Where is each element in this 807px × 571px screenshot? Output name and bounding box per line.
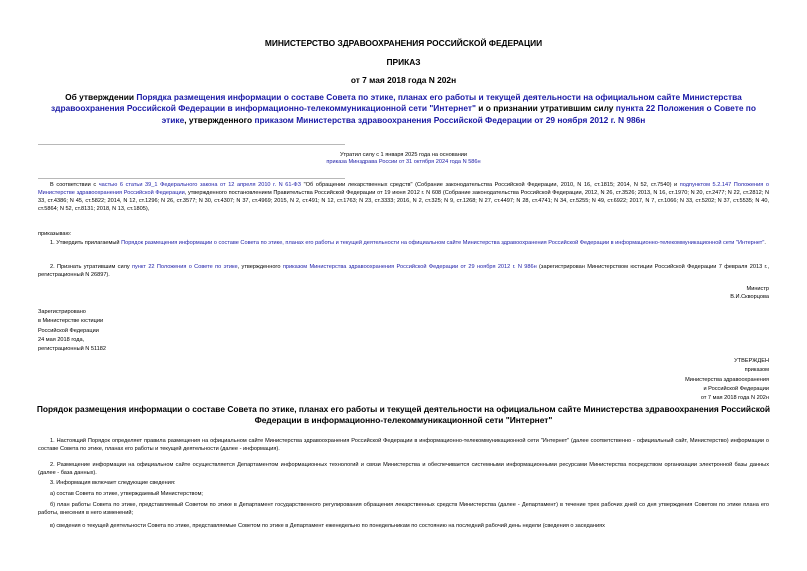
divider [38,178,345,179]
item-1-end: . [764,240,766,246]
item-1-text: 1. Утвердить прилагаемый [50,240,122,246]
approval-block [685,357,769,403]
approval-line: Министерства здравоохранения [685,376,769,383]
item-2-link-clause[interactable]: пункт 22 Положения о Совете по этике [131,264,238,270]
divider [38,144,345,145]
preamble-text: "Об обращении лекарственных средств" (Собрание законодательства Российской Федерации, 2010, N 16, ст.1815; 2014, N 52, ст.7540) и [301,182,680,188]
item-2-text: 2. Признать утратившим силу [50,264,132,270]
item-1 [38,240,769,248]
doc-type: ПРИКАЗ [386,57,421,67]
item-2 [38,264,769,280]
registration-line: Зарегистрировано [38,309,86,315]
title-prefix: Об утверждении [65,92,137,102]
preamble-text: , утвержденного постановлением Правительства Российской Федерации от 19 июня 2012 г. N 608 (Собрание законодательства Российской Федерации, 2012, N 26, ст.3526; 2013, N 16, ст.1970; N 20, ст.2477; N 22, ст.2812; N 33, ст.4386; N 45, ст.5822; 2014, N 12, ст.1296; N 26, ст.3577; N 30, ст.4307; N 37, ст.4969; 2015, N 2, ст.491; N 12, ст.1763; N 23, ст.3333; 2016, N 2, ст.325; N 9, ст.1268; N 27, ст.4497; N 28, ст.4741; N 34, ст.5255; N 49, ст.6922; 2017, N 7, ст.1066; N 33, ст.5202; N 37, ст.5535; N 40, ст.5864; N 52, ст.8131; 2018, N 13, ст.1805), [38,189,769,212]
signature [730,286,769,302]
body-item-v: в) сведения о текущей деятельности Совета по этике, представляемые Советом по этике в Департамент еженедельно по понедельникам по состоянию на последний рабочий день недели (сведения о заседаниях [50,523,605,529]
item-2-text: (зарегистрирован Министерством юстиции Российской Федерации 7 февраля 2013 г., регистрационный N 26897). [38,264,770,278]
preamble-link-regulation[interactable]: подпунктом 5.2.147 Положения о Министерстве здравоохранения Российской Федерации [38,182,769,196]
doc-date-number: от 7 мая 2018 года N 202н [350,75,457,85]
preamble-link-law[interactable]: частью 6 статьи 39_1 Федерального закона от 12 апреля 2010 г. N 61-ФЗ [98,182,302,188]
approval-line: и Российской Федерации [703,385,769,392]
approval-line: УТВЕРЖДЕН [734,358,769,364]
signature-position: Министр [746,286,769,292]
approval-line: приказом [744,367,769,374]
preamble [38,182,769,214]
body-item-a: а) состав Совета по этике, утверждаемый Министерством; [50,491,203,497]
body-paragraph-2: 2. Размещение информации на официальном сайте осуществляется Департаментом информационных технологий и связи Министерства и обеспечивается системными информационными ресурсами Министерства посредством организации электронной базы данных (далее - база данных). [38,462,769,476]
body-item-b: б) план работы Совета по этике, представляемый Советом по этике в Департамент государственного регулирования обращения лекарственных средств Министерства (далее - Департамент) в течение трех рабочих дней со дня утверждения Советом по этике плана его работы, внесения в него изменений; [38,502,769,516]
repeal-line: Утратил силу с 1 января 2025 года на основании [339,152,468,158]
registration-block [38,308,106,354]
registration-line: регистрационный N 51182 [38,346,107,353]
doc-title [40,92,767,126]
title-mid2: , утвержденного [184,114,255,125]
item-2-link-prikaz[interactable]: приказом Министерства здравоохранения Российской Федерации от 29 ноября 2012 г. N 986н [282,264,537,270]
registration-line: Российской Федерации [38,327,99,334]
registration-line: в Министерстве юстиции [38,318,104,325]
order-word: приказываю: [38,231,72,237]
registration-line: 24 мая 2018 года, [38,336,85,343]
title-link-clause[interactable]: пункта 22 Положения о Совете по этике [161,103,756,125]
title-link-prikaz[interactable]: приказом Министерства здравоохранения Российской Федерации от 29 ноября 2012 г. N 986н [254,114,646,125]
body-paragraph-1: 1. Настоящий Порядок определяет правила размещения на официальном сайте Министерства здравоохранения Российской Федерации в информационно-телекоммуникационной сети "Интернет" (далее соответственно - официальный сайт, Министерство) информации о составе Совета по этике, планах его работы и текущей деятельности (далее - информация). [38,438,769,452]
approval-line: от 7 мая 2018 года N 202н [700,395,769,402]
order-title: Порядок размещения информации о составе Совета по этике, планах его работы и текущей деятельности на официальном сайте Министерства здравоохранения Российской Федерации в информационно-телекоммуникационной сети "Интернет" [36,404,771,426]
ministry-heading: МИНИСТЕРСТВО ЗДРАВООХРАНЕНИЯ РОССИЙСКОЙ ФЕДЕРАЦИИ [264,38,543,48]
signature-name: В.И.Скворцова [730,293,769,300]
repeal-note [0,152,807,166]
preamble-text: В соответствии с [50,182,99,188]
body-paragraph-3: 3. Информация включает следующие сведения: [50,480,176,486]
item-1-link[interactable]: Порядок размещения информации о составе Совета по этике, планах его работы и текущей деятельности на официальном сайте Министерства здравоохранения Российской Федерации в информационно-телекоммуникационной сети "Интернет" [121,240,765,246]
title-link-order[interactable]: Порядка размещения информации о составе Совета по этике, планах его работы и текущей деятельности на официальном сайте Министерства здравоохранения Российской Федерации в информационно-телекоммуникационной сети "Интернет" [51,92,742,114]
repeal-link[interactable]: приказа Минздрава России от 31 октября 2024 года N 586н [326,159,481,166]
title-middle: и о признании утратившим силу [475,103,616,114]
item-2-text: , утвержденного [237,264,283,270]
